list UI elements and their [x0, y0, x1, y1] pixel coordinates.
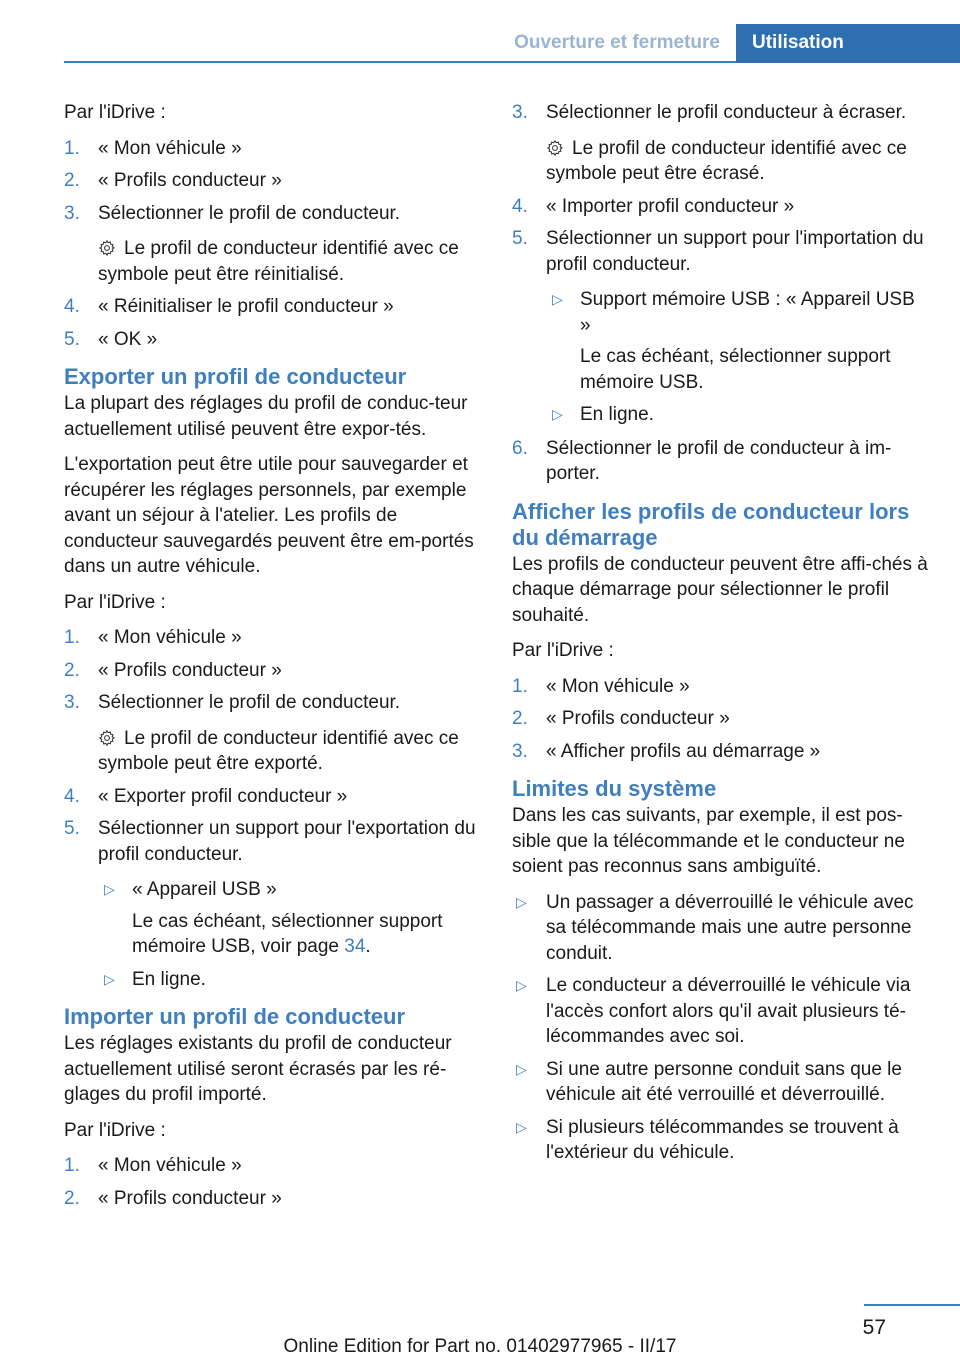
option-usb-detail-text: Le cas échéant, sélectionner support mémoire USB, voir page — [132, 910, 443, 957]
option-usb: Support mémoire USB : « Appareil USB » — [580, 289, 915, 336]
list-item — [512, 1115, 930, 1166]
list-item — [64, 690, 476, 716]
step-text: « Profils conducteur » — [98, 170, 282, 191]
export-idrive-label: Par l'iDrive : — [64, 591, 166, 613]
display-heading: Afficher les profils de conducteur lors du démarrage — [512, 498, 910, 550]
display-paragraph: Les profils de conducteur peuvent être affi‐chés à chaque démarrage pour sélectionner le profil souhaité. — [512, 553, 928, 626]
steps-import — [64, 1153, 476, 1211]
note-reset-text: Le profil de conducteur identifié avec ce symbole peut être réinitialisé. — [98, 238, 459, 285]
step-text: « Profils conducteur » — [98, 1187, 282, 1209]
import-paragraph: Les réglages existants du profil de conducteur actuellement utilisé seront écrasés par les ré‐glages du profil importé. — [64, 1033, 452, 1105]
list-item — [512, 706, 930, 732]
step-text: « Mon véhicule » — [98, 627, 242, 648]
list-item — [64, 327, 476, 353]
export-paragraph-1: La plupart des réglages du profil de conduc‐teur actuellement utilisé peuvent être expor‐tés. — [64, 393, 468, 440]
chapter-tab[interactable]: Utilisation — [736, 24, 960, 63]
step-text: « Profils conducteur » — [98, 659, 282, 681]
step-text: « OK » — [98, 328, 158, 350]
steps-import-cont-3 — [512, 436, 930, 487]
step-number: 1. — [512, 675, 528, 697]
note-export-text: Le profil de conducteur identifié avec ce symbole peut être exporté. — [98, 727, 459, 774]
page-link[interactable]: 34 — [344, 936, 366, 957]
list-item — [64, 784, 476, 810]
step-number: 1. — [64, 1155, 80, 1176]
page-number-rule — [864, 1304, 960, 1306]
list-item — [512, 194, 930, 220]
step-text: « Afficher profils au démarrage » — [546, 740, 821, 762]
step-text: Sélectionner le profil conducteur à écraser. — [546, 102, 907, 123]
list-item — [64, 294, 476, 320]
export-options — [98, 877, 476, 992]
list-item — [64, 136, 476, 162]
step-text: Sélectionner le profil de conducteur. — [98, 692, 401, 713]
footer-edition: Online Edition for Part no. 01402977965 - II/17 — [283, 1336, 677, 1357]
triangle-bullet-icon: ▷ — [104, 881, 115, 897]
step-number: 6. — [512, 437, 528, 459]
list-item — [64, 168, 476, 194]
list-item — [512, 973, 930, 1050]
option-online: En ligne. — [132, 968, 206, 990]
list-item — [64, 1186, 476, 1212]
limits-heading: Limites du système — [512, 776, 717, 801]
step-text: « Mon véhicule » — [98, 1155, 242, 1176]
limit-text: Un passager a déverrouillé le véhicule avec sa télécommande mais une autre personne conduit. — [546, 891, 914, 964]
gear-icon — [546, 139, 564, 157]
import-idrive-label: Par l'iDrive : — [64, 1119, 166, 1141]
step-number: 2. — [64, 1187, 80, 1209]
step-text: « Mon véhicule » — [98, 137, 242, 159]
step-number: 2. — [64, 659, 80, 681]
step-text: Sélectionner un support pour l'exportation du profil conducteur. — [98, 818, 476, 865]
steps-reset — [64, 136, 476, 227]
limits-list — [512, 890, 930, 1166]
display-idrive-label: Par l'iDrive : — [512, 640, 614, 661]
steps-reset-2 — [64, 294, 476, 352]
limit-text: Si une autre personne conduit sans que le véhicule ait été verrouillé et déverrouillé. — [546, 1058, 902, 1105]
list-item — [512, 890, 930, 967]
step-text: Sélectionner un support pour l'importation du profil conducteur. — [546, 228, 924, 275]
list-item — [512, 739, 930, 765]
triangle-bullet-icon: ▷ — [516, 1118, 527, 1135]
triangle-bullet-icon: ▷ — [104, 970, 115, 987]
list-item — [98, 967, 476, 993]
step-number: 2. — [512, 708, 528, 729]
step-text: « Profils conducteur » — [546, 708, 730, 729]
list-item — [512, 226, 930, 277]
page-number: 57 — [862, 1316, 886, 1339]
step-text: Sélectionner le profil de conducteur. — [98, 202, 401, 224]
steps-display — [512, 674, 930, 765]
step-number: 2. — [64, 170, 80, 191]
option-online: En ligne. — [580, 404, 654, 425]
step-number: 3. — [64, 202, 80, 224]
option-usb: « Appareil USB » — [132, 879, 277, 900]
limit-text: Si plusieurs télécommandes se trouvent à l'extérieur du véhicule. — [546, 1116, 899, 1163]
option-usb-detail: Le cas échéant, sélectionner support mémoire USB. — [580, 346, 891, 393]
step-number: 5. — [64, 328, 80, 350]
option-usb-detail — [132, 909, 476, 960]
list-item — [64, 201, 476, 227]
step-number: 3. — [512, 740, 528, 762]
step-number: 4. — [512, 195, 528, 217]
export-paragraph-2: L'exportation peut être utile pour sauvegarder et récupérer les réglages personnels, par exemple avant un séjour à l'atelier. Les profils de conducteur sauvegardés peuvent être em‐portés dans un autre véhicule. — [64, 454, 474, 577]
left-column — [64, 100, 476, 1221]
step-number: 5. — [64, 818, 80, 839]
section-tab[interactable]: Ouverture et fermeture — [514, 32, 720, 53]
list-item — [64, 625, 476, 651]
limits-paragraph: Dans les cas suivants, par exemple, il est pos‐sible que la télécommande et le conducteur ne soient pas reconnus sans ambiguïté. — [512, 805, 905, 877]
list-item — [512, 100, 930, 126]
steps-import-cont — [512, 100, 930, 126]
steps-export — [64, 625, 476, 716]
note-import-text: Le profil de conducteur identifié avec ce symbole peut être écrasé. — [546, 137, 907, 184]
triangle-bullet-icon: ▷ — [516, 893, 527, 910]
idrive-label: Par l'iDrive : — [64, 102, 166, 123]
steps-export-2 — [64, 784, 476, 868]
import-options — [546, 287, 930, 428]
import-heading: Importer un profil de conducteur — [64, 1004, 406, 1029]
list-item — [546, 402, 930, 428]
note-reset — [64, 236, 476, 287]
list-item — [512, 1057, 930, 1108]
step-text: Sélectionner le profil de conducteur à im‐porter. — [546, 437, 892, 484]
step-number: 5. — [512, 228, 528, 249]
step-number: 3. — [64, 692, 80, 713]
right-column — [512, 100, 930, 1174]
triangle-bullet-icon: ▷ — [552, 406, 563, 422]
steps-import-cont-2 — [512, 194, 930, 278]
note-export — [64, 726, 476, 777]
list-item — [98, 877, 476, 960]
step-number: 1. — [64, 137, 80, 159]
limit-text: Le conducteur a déverrouillé le véhicule via l'accès confort alors qu'il avait plusieurs té‐lécommandes avec soi. — [546, 975, 911, 1047]
period: . — [365, 936, 371, 957]
gear-icon — [98, 239, 116, 257]
list-item — [64, 1153, 476, 1179]
export-heading: Exporter un profil de conducteur — [64, 364, 407, 389]
list-item — [512, 436, 930, 487]
list-item — [64, 816, 476, 867]
triangle-bullet-icon: ▷ — [552, 291, 563, 307]
gear-icon — [98, 729, 116, 747]
step-number: 3. — [512, 102, 528, 123]
list-item — [546, 287, 930, 395]
list-item — [512, 674, 930, 700]
note-import — [512, 136, 930, 187]
step-number: 4. — [64, 296, 80, 317]
step-number: 4. — [64, 785, 80, 807]
step-text: « Importer profil conducteur » — [546, 195, 795, 217]
step-text: « Mon véhicule » — [546, 675, 690, 697]
triangle-bullet-icon: ▷ — [516, 977, 527, 993]
triangle-bullet-icon: ▷ — [516, 1060, 527, 1077]
step-text: « Réinitialiser le profil conducteur » — [98, 296, 394, 317]
step-text: « Exporter profil conducteur » — [98, 785, 348, 807]
step-number: 1. — [64, 627, 80, 648]
list-item — [64, 658, 476, 684]
